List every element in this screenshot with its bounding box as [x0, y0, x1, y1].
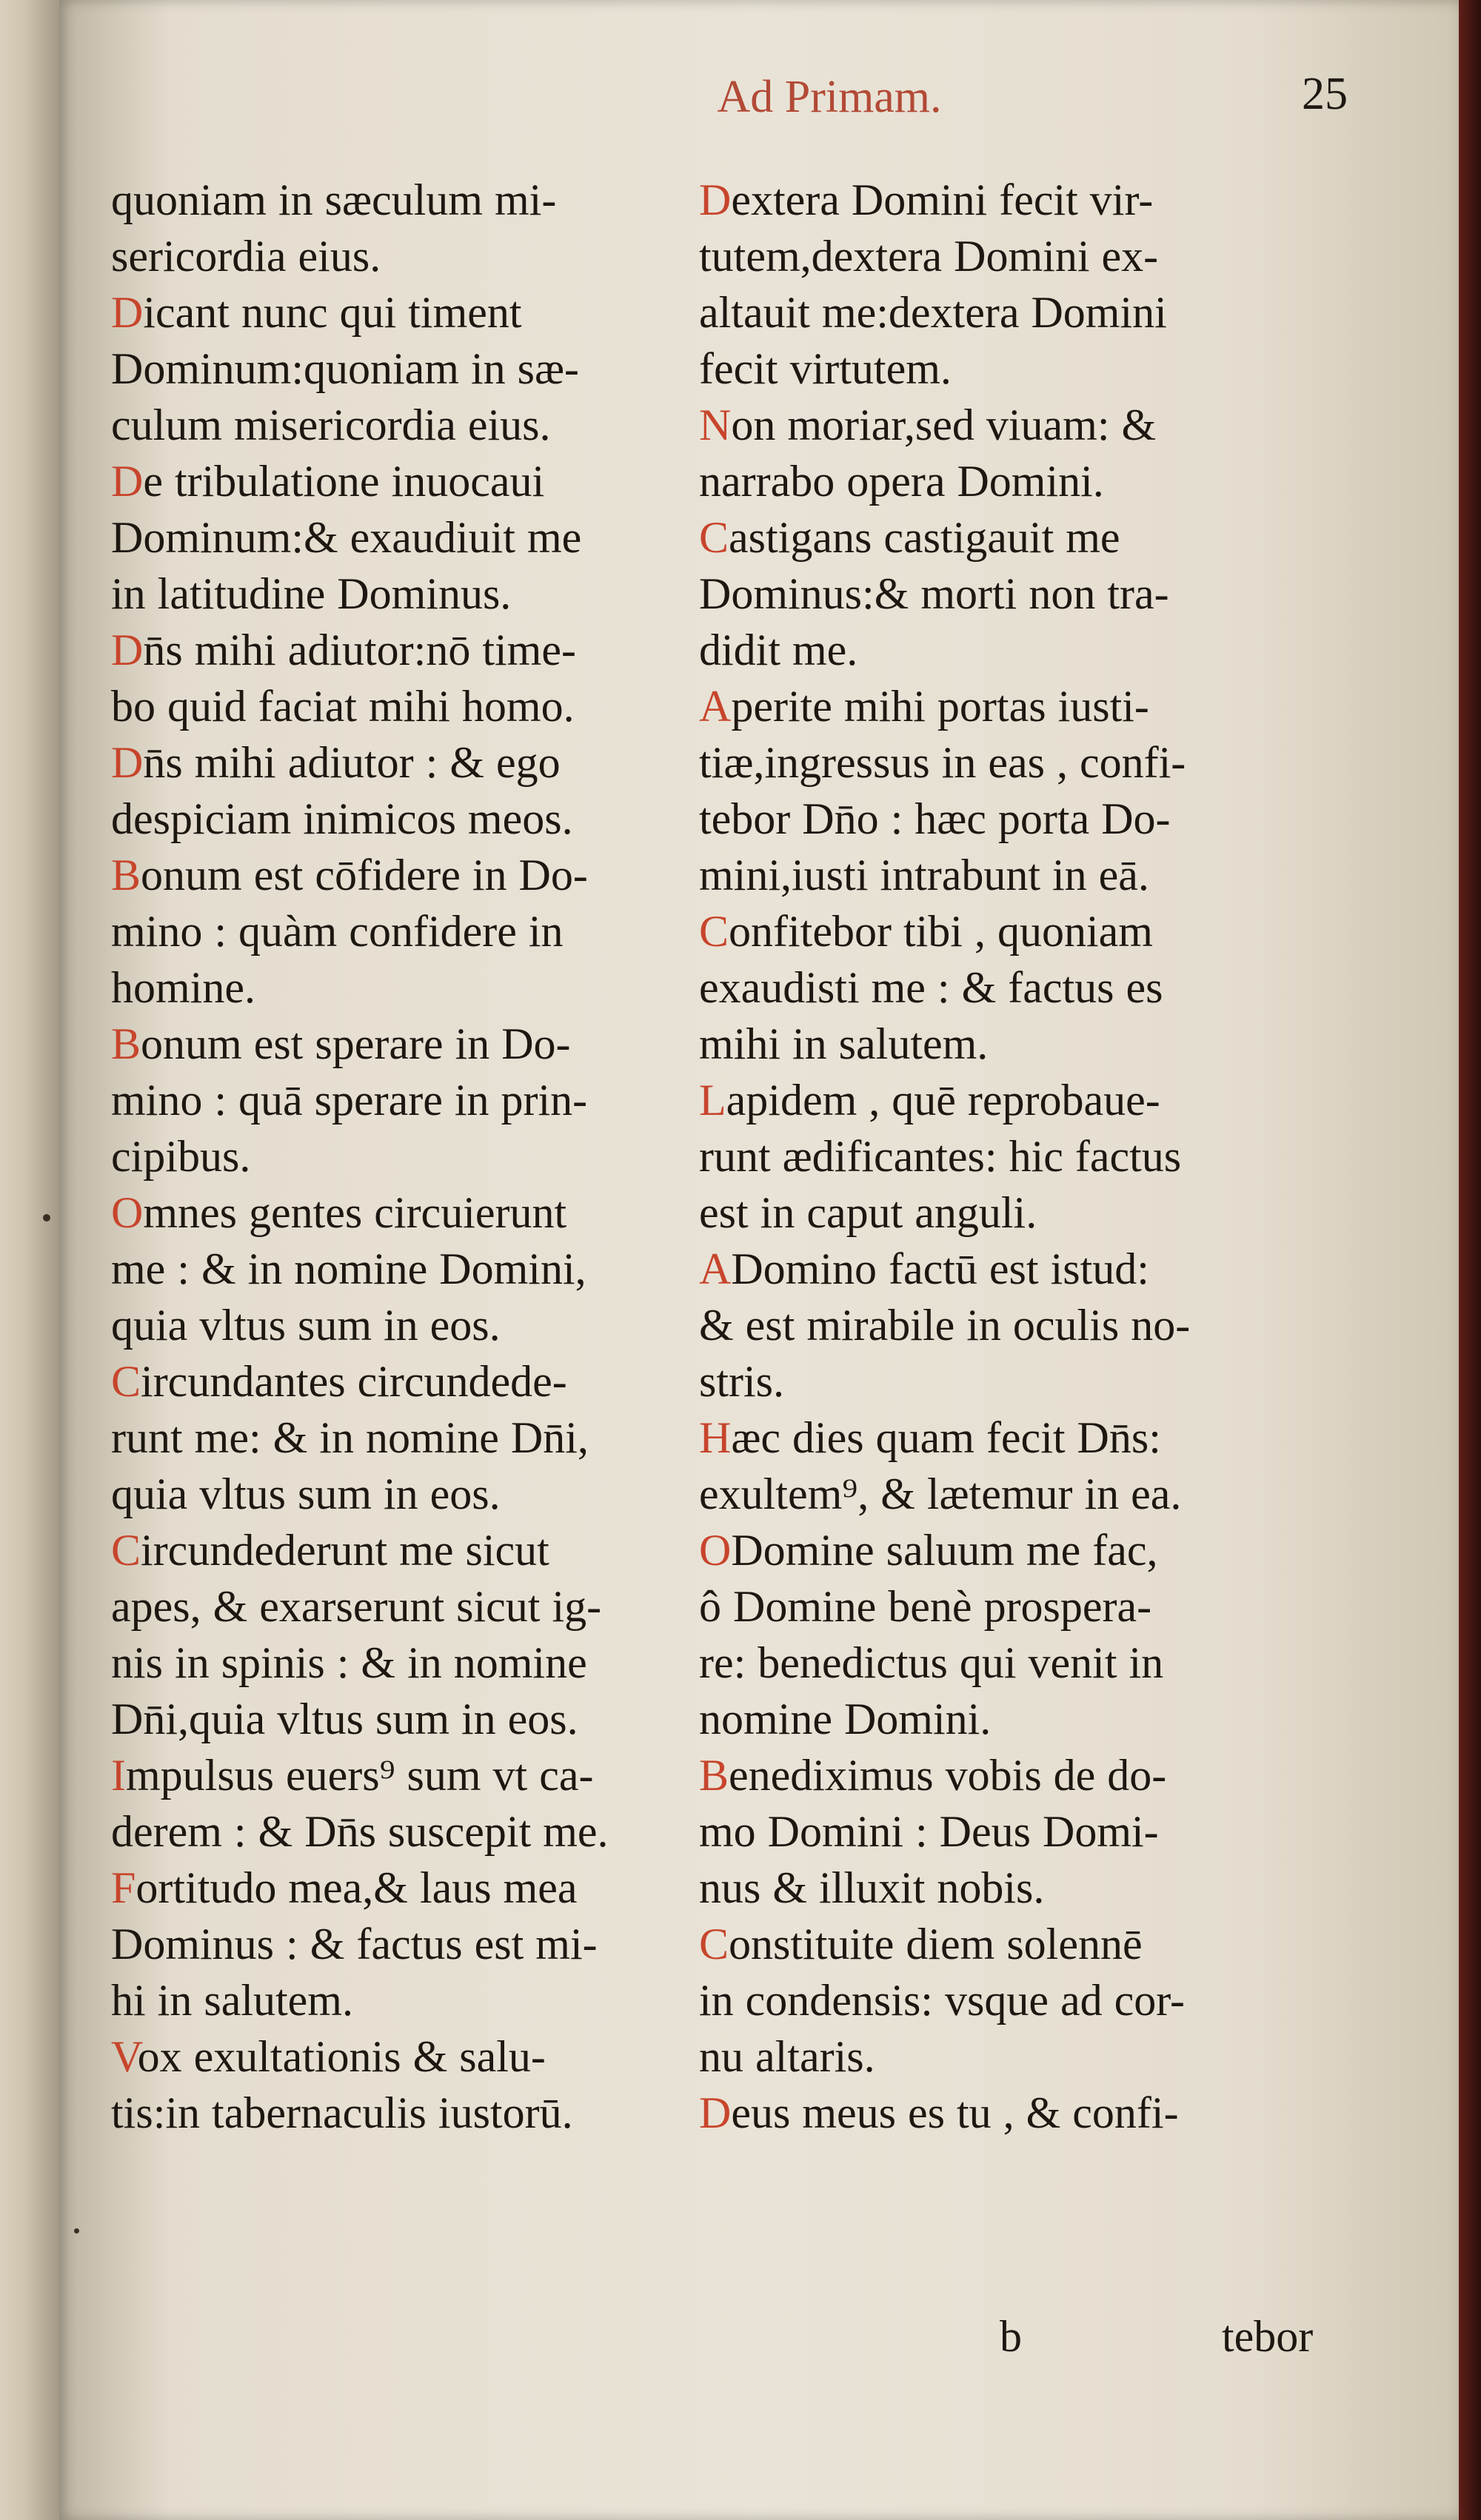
- page-number: 25: [1302, 69, 1348, 119]
- line-text: onstituite diem solennē: [729, 1920, 1143, 1968]
- text-line: [111, 1691, 696, 1747]
- text-line: [111, 1578, 696, 1635]
- line-text: altauit me:dextera Domini: [699, 288, 1167, 337]
- rubricated-initial: V: [111, 2032, 138, 2081]
- text-line: [111, 1916, 696, 1972]
- text-line: [111, 1072, 696, 1128]
- text-line: [699, 1691, 1351, 1747]
- line-text: mnes gentes circuierunt: [143, 1188, 567, 1237]
- text-line: [699, 509, 1351, 566]
- rubricated-initial: C: [699, 1920, 729, 1968]
- line-text: runt me: & in nomine Dn̄i,: [111, 1413, 589, 1462]
- text-line: [699, 284, 1351, 341]
- text-line: [699, 1016, 1351, 1072]
- line-text: perite mihi portas iusti-: [731, 682, 1149, 731]
- line-text: me : & in nomine Domini,: [111, 1244, 586, 1293]
- line-text: æc dies quam fecit Dn̄s:: [731, 1413, 1161, 1462]
- line-text: fecit virtutem.: [699, 344, 952, 393]
- line-text: exaudisti me : & factus es: [699, 963, 1163, 1012]
- rubricated-initial: C: [111, 1526, 141, 1575]
- text-line: [111, 228, 696, 284]
- line-text: ox exultationis & salu-: [137, 2032, 546, 2081]
- ink-speck: [74, 2228, 79, 2234]
- signature-mark: b: [1000, 2312, 1022, 2361]
- rubricated-initial: D: [699, 2088, 732, 2137]
- line-text: nis in spinis : & in nomine: [111, 1638, 587, 1687]
- line-text: mo Domini : Deus Domi-: [699, 1807, 1159, 1856]
- line-text: e tribulatione inuocaui: [143, 457, 545, 506]
- left-text-column: [111, 172, 696, 2141]
- line-text: tis:in tabernaculis iustorū.: [111, 2088, 573, 2137]
- line-text: stris.: [699, 1357, 785, 1406]
- text-line: [111, 453, 696, 509]
- line-text: in latitudine Dominus.: [111, 569, 512, 618]
- line-text: mini,iusti intrabunt in eā.: [699, 851, 1149, 899]
- running-title: Ad Primam.: [717, 72, 942, 122]
- text-line: [111, 172, 696, 228]
- rubricated-initial: D: [111, 626, 144, 674]
- text-line: [111, 1184, 696, 1241]
- rubricated-initial: L: [699, 1076, 726, 1125]
- line-text: ô Domine benè prospera-: [699, 1582, 1152, 1631]
- line-text: mino : quàm confidere in: [111, 907, 564, 956]
- text-line: [111, 1410, 696, 1466]
- text-line: [699, 1297, 1351, 1353]
- text-line: [699, 1353, 1351, 1410]
- line-text: quia vltus sum in eos.: [111, 1301, 501, 1350]
- rubricated-initial: C: [699, 907, 729, 956]
- line-text: ortitudo mea,& laus mea: [136, 1863, 578, 1912]
- rubricated-initial: A: [699, 1244, 732, 1293]
- text-line: [699, 1578, 1351, 1635]
- text-line: [111, 2028, 696, 2085]
- text-line: [111, 1972, 696, 2028]
- line-text: Dominum:quoniam in sæ-: [111, 344, 579, 393]
- line-text: mino : quā sperare in prin-: [111, 1076, 588, 1125]
- text-line: [111, 509, 696, 566]
- line-text: onum est cōfidere in Do-: [141, 851, 588, 899]
- line-text: ircundantes circundede-: [141, 1357, 567, 1406]
- ink-speck: [43, 1214, 50, 1222]
- line-text: quoniam in sæculum mi-: [111, 175, 557, 224]
- text-line: [111, 1241, 696, 1297]
- text-line: [111, 1522, 696, 1578]
- line-text: derem : & Dn̄s suscepit me.: [111, 1807, 609, 1856]
- line-text: hi in salutem.: [111, 1976, 353, 2025]
- line-text: extera Domini fecit vir-: [731, 175, 1154, 224]
- text-line: [699, 1635, 1351, 1691]
- text-line: [111, 847, 696, 903]
- line-text: culum misericordia eius.: [111, 401, 551, 449]
- text-line: [699, 1410, 1351, 1466]
- text-line: [111, 1803, 696, 1860]
- text-line: [111, 284, 696, 341]
- text-line: [699, 453, 1351, 509]
- text-line: [111, 1297, 696, 1353]
- line-text: Dominus:& morti non tra-: [699, 569, 1169, 618]
- catchword: tebor: [1222, 2312, 1314, 2361]
- text-line: [699, 1466, 1351, 1522]
- text-line: [111, 959, 696, 1016]
- text-line: [111, 1466, 696, 1522]
- text-line: [699, 847, 1351, 903]
- text-line: [699, 341, 1351, 397]
- line-text: quia vltus sum in eos.: [111, 1470, 501, 1518]
- line-text: apes, & exarserunt sicut ig-: [111, 1582, 602, 1631]
- line-text: est in caput anguli.: [699, 1188, 1037, 1237]
- line-text: mpulsus euers⁹ sum vt ca-: [125, 1751, 594, 1800]
- book-cover-edge: [1459, 0, 1481, 2520]
- line-text: n̄s mihi adiutor:nō time-: [143, 626, 576, 674]
- text-line: [111, 1860, 696, 1916]
- text-line: [699, 1747, 1351, 1803]
- rubricated-initial: B: [111, 851, 141, 899]
- text-line: [699, 1860, 1351, 1916]
- rubricated-initial: A: [699, 682, 732, 731]
- text-line: [699, 1803, 1351, 1860]
- line-text: apidem , quē reprobaue-: [726, 1076, 1160, 1125]
- text-line: [699, 1972, 1351, 2028]
- text-line: [699, 1128, 1351, 1184]
- line-text: tiæ,ingressus in eas , confi-: [699, 738, 1186, 787]
- text-line: [699, 2028, 1351, 2085]
- text-line: [111, 341, 696, 397]
- text-line: [699, 228, 1351, 284]
- text-line: [111, 1016, 696, 1072]
- rubricated-initial: N: [699, 401, 732, 449]
- rubricated-initial: O: [699, 1526, 732, 1575]
- right-text-column: [699, 172, 1351, 2141]
- line-text: n̄s mihi adiutor : & ego: [143, 738, 561, 787]
- line-text: ircundederunt me sicut: [141, 1526, 549, 1575]
- text-line: [111, 1747, 696, 1803]
- text-line: [699, 1072, 1351, 1128]
- line-text: Domine saluum me fac,: [731, 1526, 1158, 1575]
- book-gutter: [0, 0, 59, 2520]
- text-line: [111, 1353, 696, 1410]
- line-text: nomine Domini.: [699, 1695, 992, 1743]
- line-text: eus meus es tu , & confi-: [731, 2088, 1179, 2137]
- text-line: [699, 566, 1351, 622]
- rubricated-initial: I: [111, 1751, 126, 1800]
- line-text: onfitebor tibi , quoniam: [729, 907, 1153, 956]
- line-text: re: benedictus qui venit in: [699, 1638, 1164, 1687]
- rubricated-initial: B: [699, 1751, 729, 1800]
- line-text: nu altaris.: [699, 2032, 875, 2081]
- line-text: Domino factū est istud:: [731, 1244, 1149, 1293]
- text-line: [111, 903, 696, 959]
- line-text: on moriar,sed viuam: &: [731, 401, 1157, 449]
- line-text: homine.: [111, 963, 255, 1012]
- line-text: in condensis: vsque ad cor-: [699, 1976, 1185, 2025]
- line-text: onum est sperare in Do-: [141, 1019, 571, 1068]
- rubricated-initial: D: [111, 457, 144, 506]
- rubricated-initial: D: [111, 738, 144, 787]
- text-line: [699, 678, 1351, 734]
- text-line: [699, 622, 1351, 678]
- text-line: [111, 2085, 696, 2141]
- line-text: tebor Dn̄o : hæc porta Do-: [699, 794, 1171, 843]
- text-line: [111, 622, 696, 678]
- text-line: [699, 397, 1351, 453]
- rubricated-initial: D: [699, 175, 732, 224]
- line-text: sericordia eius.: [111, 232, 381, 281]
- line-text: Dominum:& exaudiuit me: [111, 513, 582, 562]
- line-text: despiciam inimicos meos.: [111, 794, 573, 843]
- line-text: enediximus vobis de do-: [729, 1751, 1167, 1800]
- rubricated-initial: B: [111, 1019, 141, 1068]
- line-text: Dn̄i,quia vltus sum in eos.: [111, 1695, 578, 1743]
- line-text: runt ædificantes: hic factus: [699, 1132, 1182, 1181]
- line-text: Dominus : & factus est mi-: [111, 1920, 598, 1968]
- rubricated-initial: C: [699, 513, 729, 562]
- text-line: [111, 791, 696, 847]
- line-text: astigans castigauit me: [729, 513, 1120, 562]
- text-line: [111, 678, 696, 734]
- text-line: [699, 1916, 1351, 1972]
- text-line: [111, 734, 696, 791]
- line-text: icant nunc qui timent: [143, 288, 522, 337]
- text-line: [699, 734, 1351, 791]
- text-line: [111, 1635, 696, 1691]
- line-text: nus & illuxit nobis.: [699, 1863, 1045, 1912]
- line-text: & est mirabile in oculis no-: [699, 1301, 1191, 1350]
- text-line: [699, 791, 1351, 847]
- text-line: [699, 903, 1351, 959]
- rubricated-initial: D: [111, 288, 144, 337]
- text-line: [699, 1522, 1351, 1578]
- line-text: cipibus.: [111, 1132, 251, 1181]
- text-line: [111, 566, 696, 622]
- line-text: bo quid faciat mihi homo.: [111, 682, 575, 731]
- line-text: tutem,dextera Domini ex-: [699, 232, 1159, 281]
- rubricated-initial: H: [699, 1413, 732, 1462]
- text-line: [699, 2085, 1351, 2141]
- rubricated-initial: O: [111, 1188, 144, 1237]
- text-line: [699, 959, 1351, 1016]
- line-text: narrabo opera Domini.: [699, 457, 1104, 506]
- text-line: [111, 397, 696, 453]
- line-text: exultem⁹, & lætemur in ea.: [699, 1470, 1182, 1518]
- line-text: mihi in salutem.: [699, 1019, 989, 1068]
- rubricated-initial: C: [111, 1357, 141, 1406]
- text-line: [699, 172, 1351, 228]
- line-text: didit me.: [699, 626, 858, 674]
- rubricated-initial: F: [111, 1863, 136, 1912]
- text-line: [699, 1184, 1351, 1241]
- text-line: [699, 1241, 1351, 1297]
- text-line: [111, 1128, 696, 1184]
